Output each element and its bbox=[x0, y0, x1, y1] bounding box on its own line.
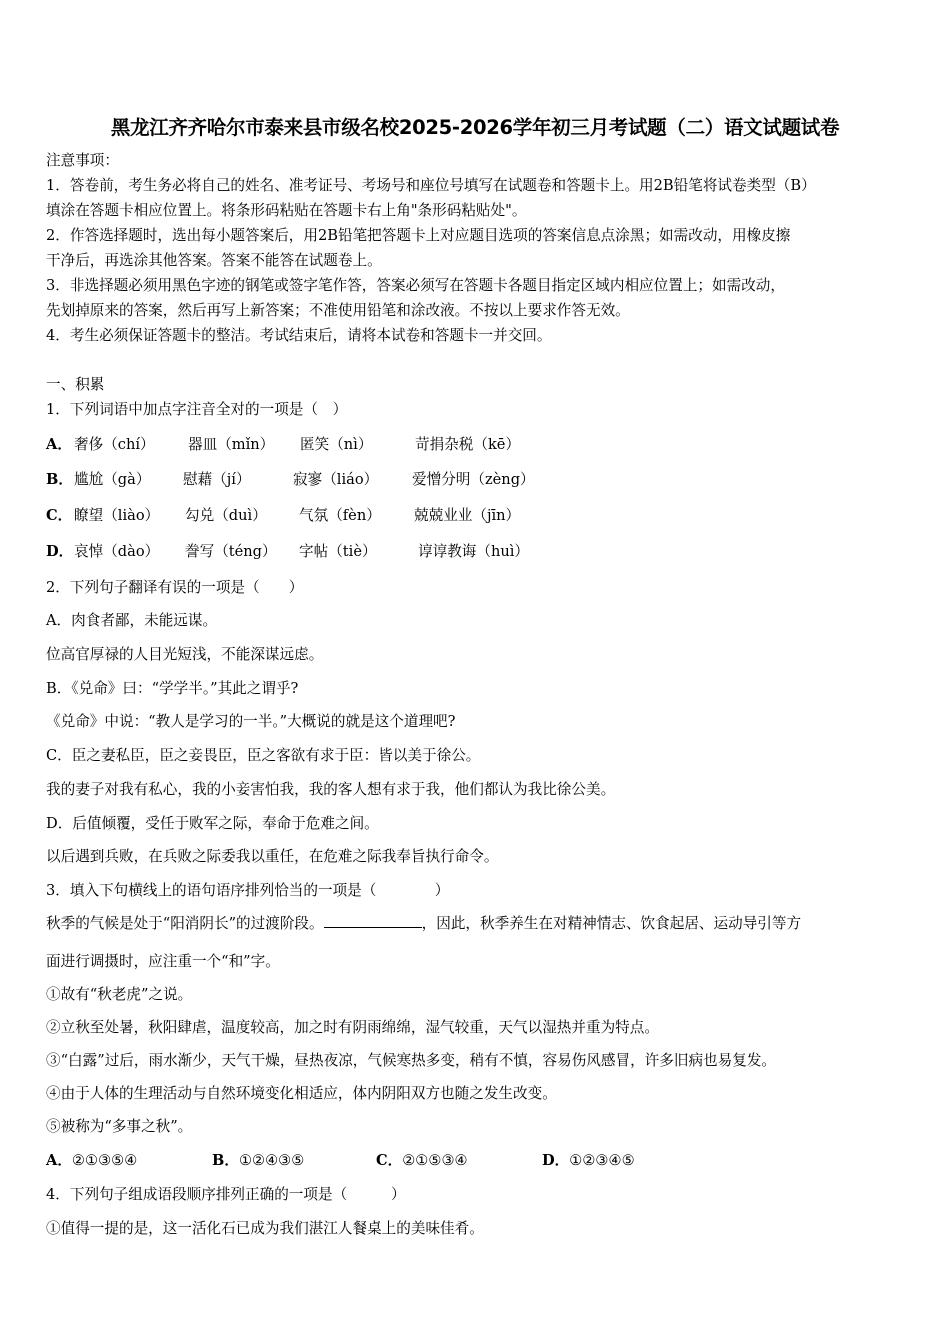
option-word: 奢侈（chí） bbox=[74, 436, 155, 453]
notice-heading: 注意事项： bbox=[46, 152, 119, 169]
option-word: 谆谆教诲（huì） bbox=[418, 543, 530, 560]
question-3-passage bbox=[46, 914, 801, 934]
question-3-item: ③“白露”过后，雨水渐少，天气干燥，昼热夜凉，气候寒热多变，稍有不慎，容易伤风感冒，许多旧病也易复发。 bbox=[46, 1052, 777, 1069]
question-3-item: ④由于人体的生理活动与自然环境变化相适应，体内阴阳双方也随之发生改变。 bbox=[46, 1085, 557, 1102]
section-heading: 一、积累 bbox=[46, 376, 105, 393]
question-3-option-c: C．②①⑤③④ bbox=[376, 1152, 468, 1169]
question-2-translation-c: 我的妻子对我有私心，我的小妾害怕我，我的客人想有求于我，他们都认为我比徐公美。 bbox=[46, 781, 616, 798]
option-word: 器皿（mǐn） bbox=[188, 436, 275, 453]
question-3-option-a: A．②①③⑤④ bbox=[46, 1152, 138, 1169]
notice-line: 干净后，再选涂其他答案。答案不能答在试题卷上。 bbox=[46, 252, 382, 269]
question-3-passage-cont: 面进行调摄时，应注重一个“和”字。 bbox=[46, 953, 280, 970]
option-label: C． bbox=[46, 507, 73, 524]
question-3-item: ②立秋至处暑，秋阳肆虐，温度较高，加之时有阴雨绵绵，湿气较重，天气以湿热并重为特点。 bbox=[46, 1019, 659, 1036]
page-title: 黑龙江齐齐哈尔市泰来县市级名校2025-2026学年初三月考试题（二）语文试题试卷 bbox=[110, 116, 840, 139]
question-2-translation-a: 位高官厚禄的人目光短浅，不能深谋远虑。 bbox=[46, 646, 324, 663]
question-3-item: ①故有“秋老虎”之说。 bbox=[46, 986, 193, 1003]
question-2-translation-d: 以后遇到兵败，在兵败之际委我以重任，在危难之际我奉旨执行命令。 bbox=[46, 848, 499, 865]
option-word: 爱憎分明（zèng） bbox=[412, 471, 535, 488]
question-4-stem: 4．下列句子组成语段顺序排列正确的一项是（ ） bbox=[46, 1186, 406, 1203]
question-3-option-d: D．①②③④⑤ bbox=[542, 1152, 635, 1169]
option-word: 誊写（téng） bbox=[185, 543, 277, 560]
notice-line: 4．考生必须保证答题卡的整洁。考试结束后，请将本试卷和答题卡一并交回。 bbox=[46, 327, 552, 344]
fill-in-blank bbox=[324, 914, 422, 928]
option-word: 苛捐杂税（kē） bbox=[415, 436, 521, 453]
option-word: 字帖（tiè） bbox=[299, 543, 377, 560]
option-word: 瞭望（liào） bbox=[74, 507, 160, 524]
question-1-stem: 1．下列词语中加点字注音全对的一项是（ ） bbox=[46, 401, 348, 418]
option-word: 寂寥（liáo） bbox=[293, 471, 379, 488]
option-word: 匿笑（nì） bbox=[300, 436, 373, 453]
question-4-item: ①值得一提的是，这一活化石已成为我们湛江人餐桌上的美味佳肴。 bbox=[46, 1220, 484, 1237]
option-word: 哀悼（dào） bbox=[74, 543, 160, 560]
option-word: 尴尬（gà） bbox=[74, 471, 151, 488]
passage-text: 秋季的气候是处于“阳消阴长”的过渡阶段。 bbox=[46, 915, 324, 932]
option-label: A． bbox=[46, 436, 72, 453]
notice-line: 填涂在答题卡相应位置上。将条形码粘贴在答题卡右上角"条形码粘贴处"。 bbox=[46, 202, 527, 219]
notice-line: 1．答卷前，考生务必将自己的姓名、准考证号、考场号和座位号填写在试题卷和答题卡上。用2B铅笔将试卷类型（B） bbox=[46, 177, 816, 194]
question-3-option-b: B．①②④③⑤ bbox=[212, 1152, 305, 1169]
question-3-stem: 3．填入下句横线上的语句语序排列恰当的一项是（ ） bbox=[46, 882, 450, 899]
option-word: 慰藉（jí） bbox=[183, 471, 251, 488]
question-2-option-a: A．肉食者鄙，未能远谋。 bbox=[46, 612, 218, 629]
notice-line: 3．非选择题必须用黑色字迹的钢笔或签字笔作答，答案必须写在答题卡各题目指定区域内相应位置上；如需改动， bbox=[46, 277, 785, 294]
option-word: 兢兢业业（jīn） bbox=[414, 507, 521, 524]
option-word: 气氛（fèn） bbox=[299, 507, 381, 524]
passage-text: ，因此，秋季养生在对精神情志、饮食起居、运动导引等方 bbox=[421, 915, 802, 932]
question-2-option-d: D．后值倾覆，受任于败军之际，奉命于危难之间。 bbox=[46, 815, 379, 832]
option-label: B． bbox=[46, 471, 73, 488]
notice-line: 2．作答选择题时，选出每小题答案后，用2B铅笔把答题卡上对应题目选项的答案信息点涂黑；如需改动，用橡皮擦 bbox=[46, 227, 791, 244]
notice-line: 先划掉原来的答案，然后再写上新答案；不准使用铅笔和涂改液。不按以上要求作答无效。 bbox=[46, 302, 630, 319]
question-2-stem: 2．下列句子翻译有误的一项是（ ） bbox=[46, 579, 304, 596]
question-2-translation-b: 《兑命》中说：“教人是学习的一半。”大概说的就是这个道理吧? bbox=[46, 713, 456, 730]
option-label: D． bbox=[46, 543, 74, 560]
question-3-item: ⑤被称为“多事之秋”。 bbox=[46, 1118, 193, 1135]
option-word: 勾兑（duì） bbox=[185, 507, 267, 524]
question-2-option-c: C．臣之妻私臣，臣之妾畏臣，臣之客欲有求于臣：皆以美于徐公。 bbox=[46, 747, 481, 764]
question-2-option-b: B．《兑命》曰：“学学半。”其此之谓乎? bbox=[46, 680, 299, 697]
